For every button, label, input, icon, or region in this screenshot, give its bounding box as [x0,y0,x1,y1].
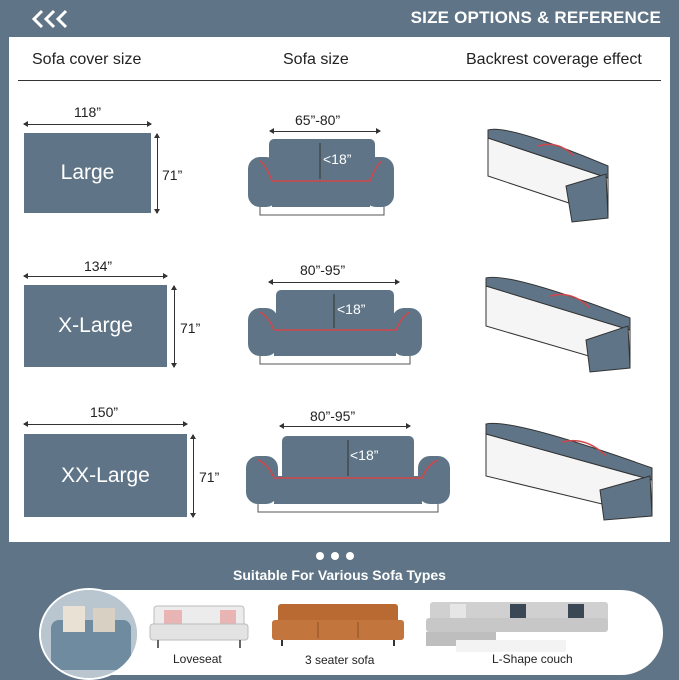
backrest-height-label: <18” [350,447,379,463]
loveseat-image [150,600,248,650]
sofa-diagram-xx-large [244,434,452,514]
cover-size-xx-large: XX-Large [24,434,187,517]
sofa-width-label: 80”-95” [310,408,356,424]
l-shape-couch-image [426,596,612,654]
backrest-coverage-xx-large [482,420,658,520]
header-divider [18,80,661,81]
sofa-diagram-large [246,135,396,217]
height-arrow [157,134,158,213]
backrest-height-label: <18” [323,151,352,167]
sofa-type-label: L-Shape couch [492,652,573,666]
sofa-width-label: 80”-95” [300,262,346,278]
chevrons-left-icon [30,9,74,29]
cover-size-x-large: X-Large [24,285,167,367]
cover-width-label: 134” [84,258,113,274]
living-room-photo [39,588,139,680]
height-arrow [174,286,175,367]
sofa-diagram-x-large [246,288,424,366]
pagination-dots-icon [315,551,355,561]
backrest-coverage-x-large [480,274,636,372]
column-header-cover: Sofa cover size [32,51,142,68]
sofa-width-arrow [280,426,410,427]
cover-size-large: Large [24,133,151,213]
header-bar [0,0,679,38]
cover-height-label: 71” [199,469,220,485]
page-title: SIZE OPTIONS & REFERENCE [410,8,661,27]
width-arrow [24,424,187,425]
column-header-backrest: Backrest coverage effect [466,51,642,68]
cover-width-label: 150” [90,404,119,420]
sofa-width-label: 65”-80” [295,112,341,128]
backrest-height-label: <18” [337,301,366,317]
cover-width-label: 118” [74,104,101,120]
sofa-width-arrow [270,131,380,132]
cover-height-label: 71” [162,167,183,183]
sofa-type-label: Loveseat [173,652,222,666]
section-subtitle: Suitable For Various Sofa Types [233,567,446,583]
cover-height-label: 71” [180,320,201,336]
sofa-type-label: 3 seater sofa [305,653,375,667]
height-arrow [193,435,194,517]
width-arrow [24,276,167,277]
width-arrow [24,124,151,125]
column-header-sofa: Sofa size [283,51,349,68]
backrest-coverage-large [478,126,616,222]
three-seater-image [272,602,404,648]
sofa-width-arrow [269,282,399,283]
